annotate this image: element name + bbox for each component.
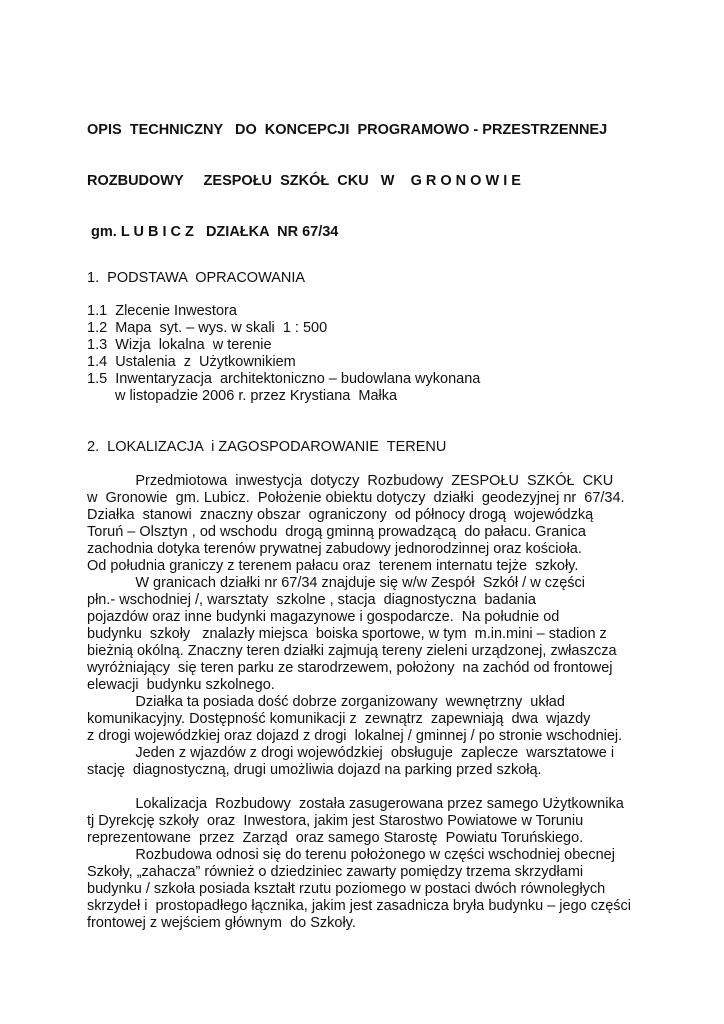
list-item: 1.1 Zlecenie Inwestora [87,303,237,319]
body-line: Lokalizacja Rozbudowy została zasugerowana przez samego Użytkownika [87,796,624,812]
body-line: frontowej z wejściem głównym do Szkoły. [87,915,356,931]
body-line: Działka ta posiada dość dobrze zorganizowany wewnętrzny układ [87,694,565,710]
section-1-heading: 1. PODSTAWA OPRACOWANIA [87,270,306,286]
body-line: skrzydeł i prostopadłego łącznika, jakim jest zasadnicza bryła budynku – jego części [87,898,632,914]
body-line: reprezentowane przez Zarząd oraz samego Starostę Powiatu Toruńskiego. [87,830,584,846]
body-line: Rozbudowa odnosi się do terenu położonego w części wschodniej obecnej [87,847,615,863]
list-item: 1.2 Mapa syt. – wys. w skali 1 : 500 [87,320,328,336]
body-line: W granicach działki nr 67/34 znajduje się w/w Zespół Szkół / w części [87,575,586,591]
section-1-list [87,303,480,405]
list-item: 1.3 Wizja lokalna w terenie [87,337,272,353]
list-item-continuation: w listopadzie 2006 r. przez Krystiana Małka [115,388,398,404]
body-line: w Gronowie gm. Lubicz. Położenie obiektu dotyczy działki geodezyjnej nr 67/34. [87,490,625,506]
section-2-heading: 2. LOKALIZACJA i ZAGOSPODAROWANIE TERENU [87,439,447,455]
body-line: tj Dyrekcję szkoły oraz Inwestora, jakim jest Starostwo Powiatowe w Toruniu [87,813,584,829]
body-line: Szkoły, „zahacza” również o dziedziniec zawarty pomiędzy trzema skrzydłami [87,864,584,880]
paragraph-gap [87,779,647,796]
title-line: gm. L U B I C Z DZIAŁKA NR 67/34 [87,224,339,240]
document-title [87,88,607,275]
body-line: Jeden z wjazdów z drogi wojewódzkiej obsługuje zaplecze warsztatowe i [87,745,615,761]
body-line: komunikacyjny. Dostępność komunikacji z zewnątrz zapewniają dwa wjazdy [87,711,591,727]
body-line: Od południa graniczy z terenem pałacu oraz terenem internatu tejże szkoły. [87,558,579,574]
title-line: OPIS TECHNICZNY DO KONCEPCJI PROGRAMOWO - PRZESTRZENNEJ [87,122,608,138]
body-line: z drogi wojewódzkiej oraz dojazd z drogi lokalnej / gminnej / po stronie wschodniej. [87,728,623,744]
list-item: 1.4 Ustalenia z Użytkownikiem [87,354,296,370]
body-line: budynku / szkoła posiada kształt rzutu poziomego w postaci dwóch równoległych [87,881,606,897]
body-line: Działka stanowi znaczny obszar ograniczony od północy drogą wojewódzką [87,507,594,523]
body-line: stację diagnostyczną, drugi umożliwia dojazd na parking przed szkołą. [87,762,542,778]
body-line: Przedmiotowa inwestycja dotyczy Rozbudowy ZESPOŁU SZKÓŁ CKU [87,473,614,489]
body-line: zachodnia dotyka terenów prywatnej zabudowy jednorodzinnej oraz kościoła. [87,541,582,557]
body-line: bieżnią okólną. Znaczny teren działki zajmują tereny zieleni urządzonej, zwłaszcza [87,643,617,659]
list-item: 1.5 Inwentaryzacja architektoniczno – budowlana wykonana [87,371,481,387]
body-line: wyróżniający się teren parku ze starodrzewem, położony na zachód od frontowej [87,660,613,676]
body-line: elewacji budynku szkolnego. [87,677,275,693]
body-line: budynku szkoły znalazły miejsca boiska sportowe, w tym m.in.mini – stadion z [87,626,607,642]
body-line: płn.- wschodniej /, warsztaty szkolne , stacja diagnostyczna badania [87,592,536,608]
body-line: Toruń – Olsztyn , od wschodu drogą gminną prowadzącą do pałacu. Granica [87,524,586,540]
section-2-body [87,473,647,932]
title-line: ROZBUDOWY ZESPOŁU SZKÓŁ CKU W G R O N O W I E [87,173,521,189]
body-line: pojazdów oraz inne budynki magazynowe i gospodarcze. Na południe od [87,609,560,625]
